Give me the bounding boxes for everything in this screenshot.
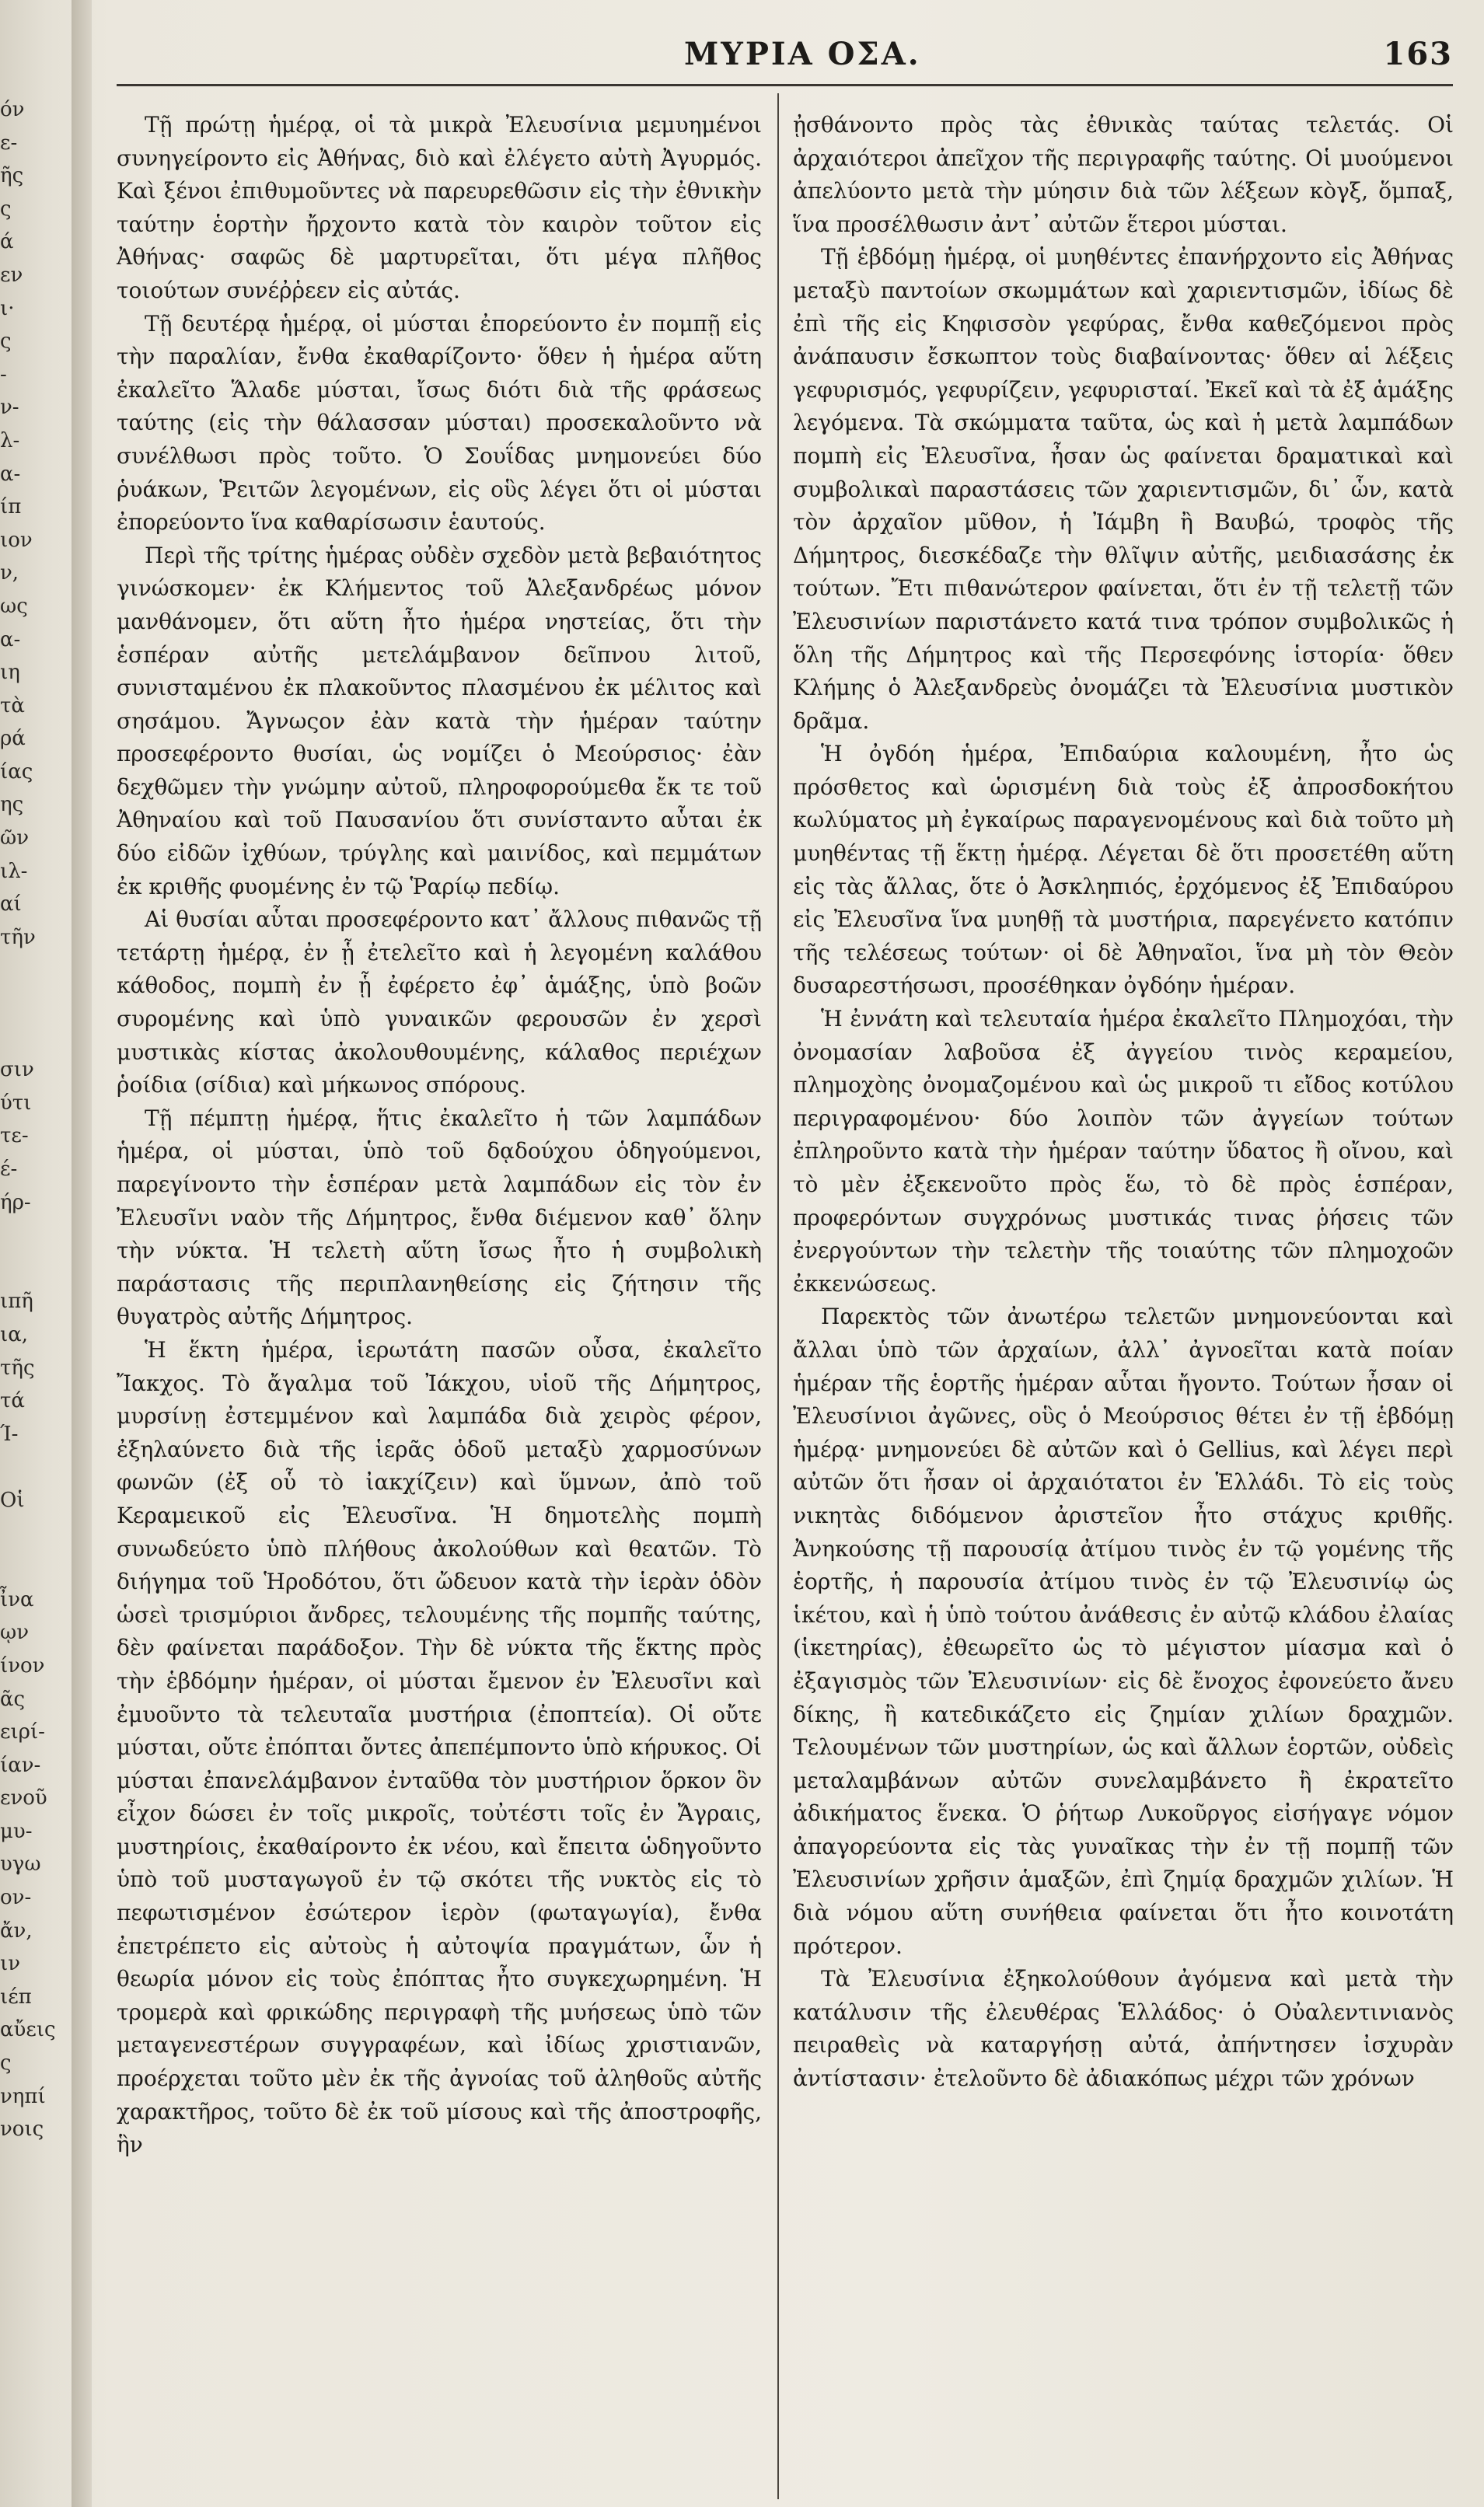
header-rule [117,84,1453,86]
paragraph: ᾐσθάνοντο πρὸς τὰς ἐθνικὰς ταύτας τελετάς. Οἱ ἀρχαιότεροι ἀπεῖχον τῆς περιγραφῆς ταύτης. Οἱ μυούμενοι ἀπελύοντο μετὰ τὴν μύησιν διὰ τῶν λέξεων κὸγξ, ὅμπαξ, ἵνα προσέλθωσιν ἀντ᾽ αὐτῶν ἕτεροι μύσται. [793,112,1454,237]
margin-fragment: ίας [0,759,33,784]
paragraph: Τὰ Ἐλευσίνια ἐξηκολούθουν ἀγόμενα καὶ μετὰ τὴν κατάλυσιν τῆς ἐλευθέρας Ἑλλάδος· ὁ Οὐαλεντινιανὸς πειραθεὶς νὰ καταργήσῃ αὐτά, ἀπήντησεν ἰσχυρὰν ἀντίστασιν· ἐτελοῦντο δὲ ἀδιακόπως μέχρι τῶν χρόνων [793,1966,1454,2092]
margin-fragment: α- [0,462,21,486]
margin-fragment: έ- [0,1157,18,1181]
margin-fragment [0,1451,72,1484]
margin-fragment: ειρί- [0,1720,45,1744]
margin-fragment: τῆν [0,925,36,949]
margin-fragment: ς [0,197,12,221]
margin-fragment: ίπ [0,495,22,519]
facing-page-margin [0,93,72,2472]
margin-fragment: ἄν, [0,1919,33,1943]
margin-fragment: ἶνα [0,1587,34,1611]
margin-fragment [0,987,72,1021]
margin-fragment [0,1517,72,1551]
margin-fragment: ίαν- [0,1753,41,1777]
right-column [793,109,1454,2096]
margin-fragment: νοις [0,2118,44,2142]
margin-fragment: ῆς [0,164,24,188]
margin-fragment: τῆς [0,1356,35,1380]
margin-fragment: ν, [0,561,19,585]
margin-fragment: ε- [0,131,18,155]
left-column [117,109,762,2162]
margin-fragment: τε- [0,1124,29,1148]
margin-fragment [0,1252,72,1286]
margin-fragment: ά [0,230,14,254]
margin-fragment: ως [0,594,28,618]
margin-fragment: μυ- [0,1819,33,1843]
margin-fragment: ύτι [0,1091,32,1115]
paragraph: Τῇ δευτέρᾳ ἡμέρᾳ, οἱ μύσται ἐπορεύοντο ἐν πομπῇ εἰς τὴν παραλίαν, ἔνθα ἐκαθαρίζοντο· ὅθεν ἡ ἡμέρα αὕτη ἐκαλεῖτο Ἅλαδε μύσται, ἴσως διότι διὰ τῆς φράσεως ταύτης (εἰς τὴν θάλασσαν μύσται) προσεκαλοῦντο νὰ συνέλθωσι πρὸς τοῦτο. Ὁ Σουΐδας μνημονεύει δύο ῥυάκων, Ῥειτῶν λεγομένων, εἰς οὓς λέγει ὅτι οἱ μύσται ἐπορεύοντο ἵνα καθαρίσωσιν ἑαυτούς. [117,310,762,536]
margin-fragment: ᾶς [0,1687,26,1711]
margin-fragment [0,1550,72,1583]
margin-fragment: Ί- [0,1422,19,1446]
paragraph: Ἡ ἕκτη ἡμέρα, ἱερωτάτη πασῶν οὖσα, ἐκαλεῖτο Ἴακχος. Τὸ ἄγαλμα τοῦ Ἰάκχου, υἱοῦ τῆς Δήμητρος, μυρσίνῃ ἐστεμμένον καὶ λαμπάδα διὰ χειρὸς φέρον, ἐξηλαύνετο διὰ τῆς ἱερᾶς ὁδοῦ μεταξὺ χαρμοσύνων φωνῶν (ἐξ οὗ τὸ ἰακχίζειν) καὶ ὕμνων, ἀπὸ τοῦ Κεραμεικοῦ εἰς Ἐλευσῖνα. Ἡ δημοτελὴς πομπὴ συνωδεύετο ὑπὸ πλήθους ἀκολούθων καὶ θεατῶν. Τὸ διήγημα τοῦ Ἡροδότου, ὅτι ὤδευον κατὰ τὴν ἱερὰν ὁδὸν ὡσεὶ τρισμύριοι ἄνδρες, τελουμένης τῆς πομπῆς ταύτης, δὲν φαίνεται παράδοξον. Τὴν δὲ νύκτα τῆς ἕκτης πρὸς τὴν ἑβδόμην ἡμέραν, οἱ μύσται ἔμενον ἐν Ἐλευσῖνι καὶ ἐμυοῦντο τὰ τελευταῖα μυστήρια (ἐποπτεία). Οἱ οὔτε μύσται, οὔτε ἐπόπται ὄντες ἀπεπέμποντο ὑπὸ κήρυκος. Οἱ μύσται ἐπανελάμβανον ἐνταῦθα τὸν μυστήριον ὅρκον ὃν εἶχον δώσει ἐν τοῖς μικροῖς, τοὐτέστι τοῖς ἐν Ἄγραις, μυστηρίοις, ἐκαθαίροντο ἐκ νέου, καὶ ἔπειτα ὡδηγοῦντο ὑπὸ τοῦ μυσταγωγοῦ ἐν τῷ σκότει τῆς νυκτὸς εἰς τὸ πεφωτισμένον ἐσώτερον ἱερὸν (φωταγωγία), ἔνθα ἐπετρέπετο εἰς αὐτοὺς ἡ αὐτοψία πραγμάτων, ὧν ἡ θεωρία μόνον εἰς τοὺς ἐπόπτας ἦτο συγκεχωρημένη. Ἡ τρομερὰ καὶ φρικώδης περιγραφὴ τῆς μυήσεως ὑπὸ τῶν μεταγενεστέρων συγγραφέων, καὶ ἰδίως χριστιανῶν, προέρχεται τοῦτο μὲν ἐκ τῆς ἀγνοίας τοῦ ἀληθοῦς αὐτῆς χαρακτῆρος, τοῦτο δὲ ἐκ τοῦ μίσους καὶ τῆς ἀποστροφῆς, ἣν [117,1336,762,2158]
margin-fragment: ιον [0,528,33,552]
margin-fragment: ενοῦ [0,1786,47,1810]
margin-fragment: ια, [0,1322,29,1346]
page-header [117,31,1453,86]
margin-fragment: ήρ- [0,1190,31,1214]
margin-fragment: ιλ- [0,859,28,883]
margin-fragment: ῶν [0,826,30,850]
margin-fragment: ίνον [0,1653,45,1678]
book-gutter [72,0,92,2507]
paragraph: Τῇ πρώτῃ ἡμέρᾳ, οἱ τὰ μικρὰ Ἐλευσίνια μεμυημένοι συνηγείροντο εἰς Ἀθήνας, διὸ καὶ ἐλέγετο αὐτὴ Ἀγυρμός. Καὶ ξένοι ἐπιθυμοῦντες νὰ παρευρεθῶσιν εἰς τὴν ἐθνικὴν ταύτην ἑορτὴν ἤρχοντο κατὰ τὸν καιρὸν τοῦτον εἰς Ἀθήνας· σαφῶς δὲ μαρτυρεῖται, ὅτι μέγα πλῆθος τοιούτων συνέῤῥεεν εἰς αὐτάς. [117,112,762,303]
margin-fragment: τὰ [0,693,25,718]
margin-fragment [0,954,72,987]
margin-fragment: - [0,362,7,386]
paragraph: Περὶ τῆς τρίτης ἡμέρας οὐδὲν σχεδὸν μετὰ βεβαιότητος γινώσκομεν· ἐκ Κλήμεντος τοῦ Ἀλεξανδρέως μόνον μανθάνομεν, ὅτι αὕτη ἦτο ἡμέρα νηστείας, ὅτι τὴν ἑσπέραν αὐτῆς μετελάμβανον δεῖπνου λιτοῦ, συνισταμένου ἐκ πλακοῦντος πλασμένου ἐκ μέλιτος καὶ σησάμου. Ἄγνωςον ἐὰν κατὰ τὴν ἡμέραν ταύτην προσεφέροντο θυσίαι, ὡς νομίζει ὁ Μεούρσιος· ἐὰν δεχθῶμεν τὴν γνώμην αὐτοῦ, πληροφορούμεθα ἔκ τε τοῦ Ἀθηναίου καὶ τοῦ Παυσανίου ὅτι συνίσταντο αὗται ἐκ δύο εἰδῶν ἰχθύων, τρύγλης καὶ μαινίδος, καὶ πεμμάτων ἐκ κριθῆς φυομένης ἐν τῷ Ῥαρίῳ πεδίῳ. [117,542,762,899]
running-title: ΜΥΡΙΑ ΟΣΑ. [684,36,921,72]
margin-fragment: ρά [0,727,26,751]
paragraph: Ἡ ἐννάτη καὶ τελευταία ἡμέρα ἐκαλεῖτο Πλημοχόαι, τὴν ὀνομασίαν λαβοῦσα ἐξ ἀγγείου τινὸς κεραμείου, πλημοχὸης ὀνομαζομένου καὶ ὡς μικροῦ τι εἴδος κοτύλου περιγραφομένου· δύο λοιπὸν τῶν ἀγγείων τούτων ἐπληροῦντο κατὰ τὴν ἡμέραν ταύτην ὕδατος ἢ οἴνου, καὶ τὸ μὲν ἐξεκενοῦτο πρὸς ἕω, τὸ δὲ πρὸς ἑσπέραν, προφερόντων συγχρόνως μυστικάς τινας ῥήσεις τῶν ἐνεργούντων τὴν τελετὴν τῆς τοιαύτης τῶν πλημοχοῶν ἐκκενώσεως. [793,1006,1454,1297]
margin-fragment: σιν [0,1058,34,1082]
paragraph: Αἱ θυσίαι αὗται προσεφέροντο κατ᾽ ἄλλους πιθανῶς τῇ τετάρτῃ ἡμέρᾳ, ἐν ᾗ ἐτελεῖτο καὶ ἡ λεγομένη καλάθου κάθοδος, πομπὴ ἐν ᾗ ἐφέρετο ἐφ᾽ ἁμάξης, ὑπὸ βοῶν συρομένης καὶ ὑπὸ γυναικῶν φερουσῶν ἐν χερσὶ μυστικὰς κίστας ἀκολουθουμένης, κάλαθος περιέχων ῥοίδια (σίδια) καὶ μήκωνος σπόρους. [117,906,762,1098]
margin-fragment: ιη [0,661,20,685]
paragraph: Τῇ ἑβδόμῃ ἡμέρᾳ, οἱ μυηθέντες ἐπανήρχοντο εἰς Ἀθήνας μεταξὺ παντοίων σκωμμάτων καὶ χαριεντισμῶν, ἰδίως δὲ ἐπὶ τῆς εἰς Κηφισσὸν γεφύρας, ἔνθα καθεζόμενοι πρὸς ἀνάπαυσιν ἔσκωπτον τοὺς διαβαίνοντας· ὅθεν αἱ λέξεις γεφυρισμός, γεφυρίζειν, γεφυρισταί. Ἐκεῖ καὶ τὰ ἐξ ἁμάξης λεγόμενα. Τὰ σκώμματα ταῦτα, ὡς καὶ ἡ μετὰ λαμπάδων πομπὴ εἰς Ἐλευσῖνα, ἦσαν ὡς φαίνεται δραματικαὶ καὶ συμβολικαὶ παραστάσεις τῶν χαριεντισμῶν, δι᾽ ὧν, κατὰ τὸν ἀρχαῖον μῦθον, ἡ Ἰάμβη ἢ Βαυβώ, τροφὸς τῆς Δήμητρος, διεσκέδαζε τὴν θλῖψιν αὐτῆς, μειδιασάσης ἐκ τούτων. Ἔτι πιθανώτερον φαίνεται, ὅτι ἐν τῇ τελετῇ τῶν Ἐλευσινίων παριστάνετο κατά τινα τρόπον συμβολικῶς ἡ ὅλη τῆς Δήμητρος καὶ τῆς Περσεφόνης ἱστορία· ὅθεν Κλήμης ὁ Ἀλεξανδρεὺς ὀνομάζει τὰ Ἐλευσίνια μυστικὸν δρᾶμα. [793,244,1454,734]
margin-fragment: τά [0,1389,25,1413]
paragraph: Τῇ πέμπτῃ ἡμέρᾳ, ἥτις ἐκαλεῖτο ἡ τῶν λαμπάδων ἡμέρα, οἱ μύσται, ὑπὸ τοῦ δᾳδούχου ὁδηγούμενοι, παρεγίνοντο τὴν ἑσπέραν μετὰ λαμπάδων εἰς τὸν ἐν Ἐλευσῖνι ναὸν τῆς Δήμητρος, ἔνθα διέμενον καθ᾽ ὅλην τὴν νύκτα. Ἡ τελετὴ αὕτη ἴσως ἦτο ἡ συμβολικὴ παράστασις τῆς περιπλανηθείσης εἰς ζήτησιν τῆς θυγατρὸς αὐτῆς Δήμητρος. [117,1105,762,1330]
margin-fragment: ι· [0,296,15,320]
margin-fragment: ς [0,330,12,354]
margin-fragment: ιν [0,1952,20,1976]
margin-fragment: ς [0,2051,12,2076]
margin-fragment: αί [0,892,22,917]
margin-fragment: λ- [0,428,20,452]
margin-fragment: ης [0,793,24,817]
column-divider [777,93,779,2499]
margin-fragment: ον- [0,1886,32,1910]
margin-fragment: α- [0,627,21,651]
margin-fragment: όν [0,98,25,121]
margin-fragment: νηπί [0,2084,46,2108]
margin-fragment [0,1219,72,1252]
margin-fragment: Οἱ [0,1488,25,1512]
margin-fragment: εν [0,263,23,287]
margin-fragment: ιπῆ [0,1290,33,1314]
page-number: 163 [1383,36,1453,72]
margin-fragment: ν- [0,396,19,420]
paragraph: Παρεκτὸς τῶν ἀνωτέρω τελετῶν μνημονεύονται καὶ ἄλλαι ὑπὸ τῶν ἀρχαίων, ἀλλ᾽ ἀγνοεῖται κατὰ ποίαν ἡμέραν τῆς ἑορτῆς ἡμέραν αὗται ἤγοντο. Τούτων ἦσαν οἱ Ἐλευσίνιοι ἀγῶνες, οὓς ὁ Μεούρσιος θέτει ἐν τῇ ἑβδόμῃ ἡμέρᾳ· μνημονεύει δὲ αὐτῶν καὶ ὁ Gellius, καὶ λέγει περὶ αὐτῶν ὅτι ἦσαν οἱ ἀρχαιότατοι ἐν Ἑλλάδι. Τὸ εἰς τοὺς νικητὰς διδόμενον ἀριστεῖον ἦτο στάχυς κριθῆς. Ἀνηκούσης τῇ παρουσίᾳ ἀτίμου τινὸς ἐν τῷ γομένης τῆς ἑορτῆς, ἡ παρουσία ἀτίμου τινὸς ἐν τῷ Ἐλευσινίῳ ὡς ἱκέτου, καὶ ἡ ὑπὸ τούτου ἀνάθεσις ἐν αὐτῷ κλάδου ἐλαίας (ἱκετηρίας), ἐθεωρεῖτο ὡς τὸ μέγιστον μίασμα καὶ ὁ ἐξαγισμὸς τῶν Ἐλευσινίων· εἰς δὲ ἔνοχος ἐφονεύετο ἄνευ δίκης, ἢ κατεδικάζετο εἰς ζημίαν χιλίων δραχμῶν. Τελουμένων τῶν μυστηρίων, ὡς καὶ ἄλλων ἑορτῶν, οὐδεὶς μεταλαμβάνων αὐτῶν συνελαμβάνετο ἢ ἐκρατεῖτο ἀδικήματος ἕνεκα. Ὁ ῥήτωρ Λυκοῦργος εἰσήγαγε νόμον ἀπαγορεύοντα εἰς τὰς γυναῖκας τὴν ἐν τῇ πομπῇ τῶν Ἐλευσινίων χρῆσιν ἁμαξῶν, ἐπὶ ζημίᾳ δραχμῶν χιλίων. Ἡ διὰ νόμου αὕτη συνήθεια φαίνεται ὅτι ἦτο κοινοτάτη πρότερον. [793,1304,1454,1959]
margin-fragment: ῳν [0,1621,30,1645]
paragraph: Ἡ ὀγδόη ἡμέρα, Ἐπιδαύρια καλουμένη, ἦτο ὡς πρόσθετος καὶ ὡρισμένη διὰ τοὺς ἐξ ἀπροσδοκήτου κωλύματος μὴ ἐγκαίρως παραγενομένους καὶ διὰ τοῦτο μὴ μυηθέντας τῇ ἕκτῃ ἡμέρᾳ. Λέγεται δὲ ὅτι προσετέθη αὕτη εἰς τὰς ἄλλας, ὅτε ὁ Ἀσκληπιός, ἐρχόμενος ἐξ Ἐπιδαύρου εἰς Ἐλευσῖνα ἵνα μυηθῇ τὰ μυστήρια, παρεγένετο κατόπιν τῆς τελέσεως τούτων· οἱ δὲ Ἀθηναῖοι, ἵνα μὴ τὸν Θεὸν δυσαρεστήσωσι, προσέθηκαν ὀγδόην ἡμέραν. [793,741,1454,999]
margin-fragment [0,1021,72,1054]
margin-fragment: ιέπ [0,1985,32,2009]
margin-fragment: αὔεις [0,2018,56,2042]
margin-fragment: υγω [0,1852,41,1877]
